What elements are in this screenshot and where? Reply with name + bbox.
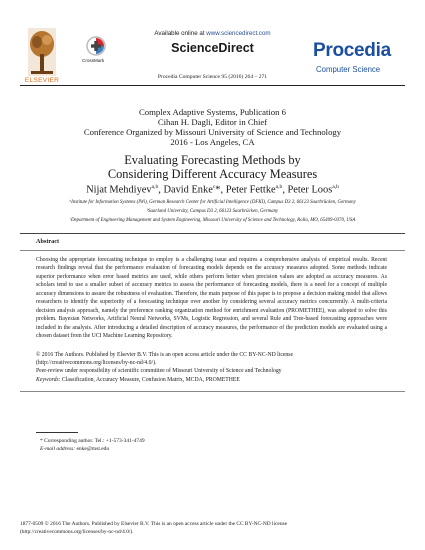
keywords-list: Classification, Accuracy Measure, Confusion Matrix, MCDA, PROMETHEE: [60, 377, 240, 383]
email-label: E-mail address:: [40, 446, 76, 452]
footer-copyright: 1877-0509 © 2016 The Authors. Published by Elsevier B.V. This is an open access article under the CC BY-NC-ND license: [20, 521, 287, 527]
author-name: Peter Loos: [287, 184, 333, 196]
affiliation: ᶜDepartment of Engineering Management and System Engineering, Missouri University of Science and Technology, Rolla, MO, 65409-0370, USA: [69, 218, 356, 223]
author-separator: ,: [158, 184, 164, 196]
paper-title-line-2: Considering Different Accuracy Measures: [107, 167, 318, 181]
conference-location: 2016 - Los Angeles, CA: [170, 137, 255, 147]
available-online-label: Available online at: [154, 30, 205, 37]
author-name: Peter Fettke: [225, 184, 276, 196]
author-separator: ,: [220, 184, 226, 196]
author-affiliation-mark: a,b: [151, 184, 159, 190]
sciencedirect-link[interactable]: www.sciencedirect.com: [206, 30, 271, 37]
affiliation: ᵇSaarland University, Campus D3 2, 66123 Saarbrücken, Germany: [146, 209, 279, 214]
affiliation: ᵃInstitute for Information Systems (IWi), German Research Center for Artificial Intelligence (DFKI), Campus D3 2, 66123 Saarbrücken, Germany: [69, 200, 356, 205]
author-corresponding-mark: *: [215, 184, 221, 196]
author-separator: ,: [282, 184, 288, 196]
author-affiliation-mark: c: [212, 184, 216, 190]
abstract-text: Choosing the appropriate forecasting technique to employ is a challenging issue and requires a comprehensive analysis of empirical results. Recent research findings reveal that the performance evaluation of forecasting models depends on the accuracy measures adopted. Some methods indicate superior performance when error based metrics are used, while others perform better when precision values are adopted as accuracy measures. As scholars tend to use a smaller subset of accuracy metrics to assess the performance of forecasting models, there is a need for a concept of multiple accuracy dimensions to assure the robustness of evaluation. Therefore, the main purpose of this paper is to propose a decision making model that allows researchers to identify the superiority of a forecasting technique over another by considering several accuracy metrics concurrently. A multi-criteria decision analysis approach, namely the preference ranking organization method for enrichment evaluation (PROMETHEE), was adopted to solve this problem. Bayesian Networks, Artificial Neural Networks, SVMs, Logistic Regression, and several Rule and Tree-based forecasting approaches were included in the analysis. After introducing a detailed description of accuracy measures, the performance of the prediction models are evaluated using a chosen dataset from the UCI Machine Learning Repository.: [36, 257, 387, 340]
author-affiliation-mark: a,b: [332, 184, 339, 190]
abstract-heading: Abstract: [36, 238, 60, 245]
author-affiliation-mark: a,b: [275, 184, 283, 190]
divider: [20, 391, 405, 392]
page-footer: [20, 521, 405, 536]
corresponding-author-note: * Corresponding author. Tel.: +1-573-341-4749: [40, 438, 145, 444]
email-address[interactable]: enke@mst.edu: [75, 446, 110, 452]
conference-organizer: Conference Organized by Missouri University of Science and Technology: [83, 127, 342, 137]
journal-reference: Procedia Computer Science 95 (2016) 264 – 271: [157, 74, 268, 80]
conference-editor: Cihan H. Dagli, Editor in Chief: [157, 117, 268, 127]
footnote-divider: [36, 432, 78, 433]
journal-subtitle: Computer Science: [316, 65, 381, 74]
peer-review-statement: Peer-review under responsibility of scientific committee of Missouri University of Science and Technology: [36, 368, 282, 375]
author-name: Nijat Mehdiyev: [86, 184, 152, 196]
email-line: [40, 446, 109, 452]
keywords-label: Keywords:: [36, 377, 61, 383]
publisher-logo-text: ELSEVIER: [24, 77, 60, 84]
journal-name: Procedia: [313, 40, 391, 61]
license-block: [36, 351, 387, 375]
author-name: David Enke: [163, 184, 213, 196]
license-statement: © 2016 The Authors. Published by Elsevier B.V. This is an open access article under the CC BY-NC-ND license: [36, 352, 294, 358]
sciencedirect-wordmark: ScienceDirect: [171, 41, 254, 55]
conference-series: Complex Adaptive Systems, Publication 6: [139, 107, 286, 117]
crossmark-label: CrossMark: [82, 58, 105, 63]
divider: [20, 250, 405, 251]
footer-license-link[interactable]: (http://creativecommons.org/licenses/by-nc-nd/4.0/).: [20, 528, 134, 535]
license-link[interactable]: (http://creativecommons.org/licenses/by-nc-nd/4.0/).: [36, 360, 157, 367]
keywords-line: [36, 377, 387, 383]
paper-title-line-1: Evaluating Forecasting Methods by: [124, 153, 301, 167]
header-divider: [20, 85, 405, 86]
author-list: [0, 184, 425, 195]
available-online-line: [0, 30, 425, 37]
divider: [20, 233, 405, 234]
